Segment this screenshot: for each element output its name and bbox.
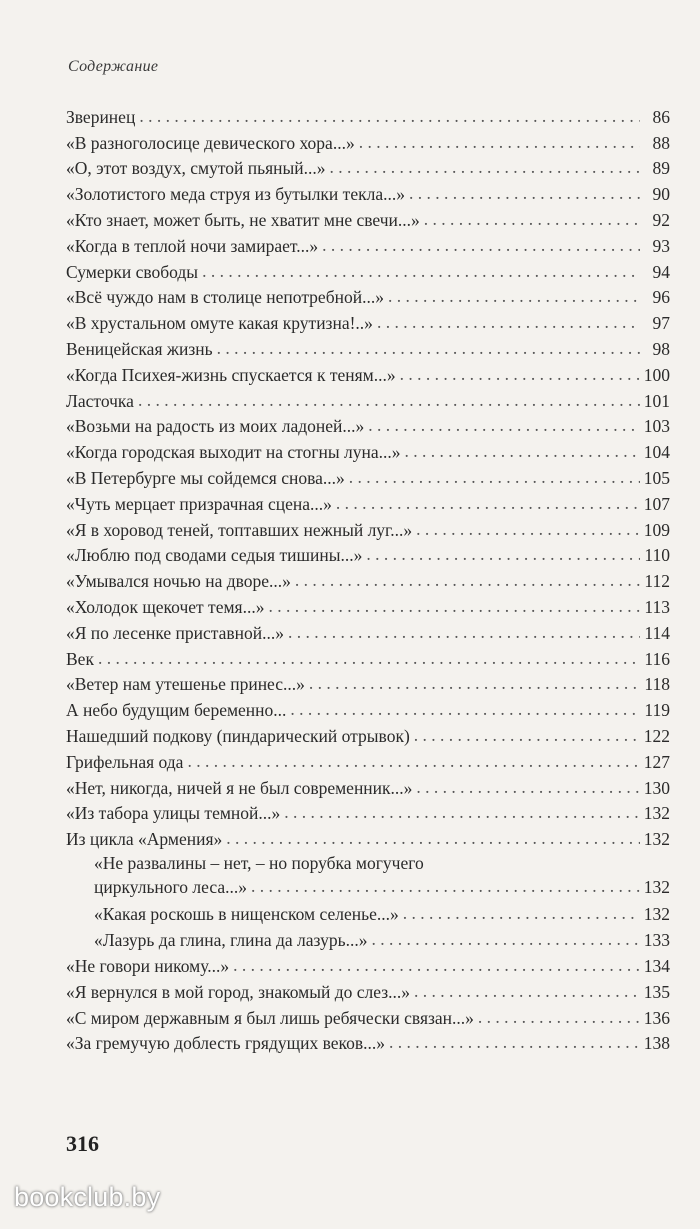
toc-page-number: 122 xyxy=(643,725,670,746)
toc-page-number: 109 xyxy=(643,519,670,540)
leader-dots xyxy=(187,751,639,771)
toc-page-number: 90 xyxy=(652,184,670,205)
toc-entry-title: «Ветер нам утешенье принес...» xyxy=(66,674,305,695)
leader-dots xyxy=(284,802,639,822)
toc-entry xyxy=(66,643,670,669)
toc-page-number: 100 xyxy=(643,364,670,385)
toc-page-number: 112 xyxy=(644,571,670,592)
leader-dots xyxy=(478,1007,640,1027)
leader-dots xyxy=(217,338,640,358)
toc-entry xyxy=(66,976,670,1002)
toc-page-number: 88 xyxy=(652,132,670,153)
toc-entry xyxy=(66,591,670,617)
toc-page-number: 93 xyxy=(652,235,670,256)
toc-entry-title: «В Петербурге мы сойдемся снова...» xyxy=(66,467,345,488)
toc-entry xyxy=(66,720,670,746)
toc-entry-title: «В хрустальном омуте какая крутизна!..» xyxy=(66,313,373,334)
toc-entry xyxy=(66,540,670,566)
toc-page-number: 132 xyxy=(643,877,670,898)
running-head: Содержание xyxy=(68,58,159,75)
toc-entry xyxy=(66,746,670,772)
leader-dots xyxy=(288,622,640,642)
toc-page-number: 134 xyxy=(643,955,670,976)
toc-entry-title: Нашедший подкову (пиндарический отрывок) xyxy=(66,725,410,746)
toc-entry-title: «Я вернулся в мой город, знакомый до слез...» xyxy=(66,981,411,1002)
toc-page-number: 94 xyxy=(652,261,670,282)
leader-dots xyxy=(403,903,640,923)
toc-page-number: 98 xyxy=(652,338,670,359)
toc-page-number: 138 xyxy=(643,1033,670,1054)
toc-entry-title: Век xyxy=(66,648,94,669)
toc-entry xyxy=(66,178,670,204)
toc-entry xyxy=(66,333,670,359)
toc-entry-title: «Какая роскошь в нищенском селенье...» xyxy=(94,904,399,925)
leader-dots xyxy=(268,596,640,616)
toc-entry-title: «Когда городская выходит на стогны луна...» xyxy=(66,442,401,463)
leader-dots xyxy=(226,828,639,848)
toc-entry-title: Из цикла «Армения» xyxy=(66,829,223,850)
toc-entry-title: Зверинец xyxy=(66,106,136,127)
toc-entry-title: А небо будущим беременно... xyxy=(66,700,287,721)
leader-dots xyxy=(233,955,640,975)
toc-page-number: 107 xyxy=(643,493,670,514)
leader-dots xyxy=(139,106,640,126)
toc-entry-title: «Лазурь да глина, глина да лазурь...» xyxy=(94,930,368,951)
toc-entry-title: Грифельная ода xyxy=(66,751,184,772)
toc-entry-title: «Я в хоровод теней, топтавших нежный луг...» xyxy=(66,519,413,540)
toc-entry xyxy=(66,127,670,153)
toc-entry-title: «Золотистого меда струя из бутылки текла...» xyxy=(66,184,405,205)
toc-entry xyxy=(66,385,670,411)
toc-entry xyxy=(66,565,670,591)
leader-dots xyxy=(336,493,640,513)
toc-entry xyxy=(66,950,670,976)
toc-entry xyxy=(66,1002,670,1028)
leader-dots xyxy=(366,544,640,564)
toc-entry-title: «Кто знает, может быть, не хватит мне свечи...» xyxy=(66,209,420,230)
toc-entry xyxy=(66,798,670,824)
toc-entry xyxy=(66,282,670,308)
toc-entry-title: «Люблю под сводами седыя тишины...» xyxy=(66,545,363,566)
toc-page-number: 132 xyxy=(643,829,670,850)
toc-page-number: 103 xyxy=(643,416,670,437)
toc-sub-entry xyxy=(66,924,670,950)
toc-entry xyxy=(66,411,670,437)
leader-dots xyxy=(389,1032,640,1052)
toc-entry xyxy=(66,669,670,695)
toc-sub-entry-title-line2: циркульного леса...» xyxy=(94,877,247,898)
toc-page-number: 97 xyxy=(652,313,670,334)
leader-dots xyxy=(202,261,640,281)
leader-dots xyxy=(405,441,640,461)
toc-entry-title: «О, этот воздух, смутой пьяный...» xyxy=(66,158,326,179)
toc-entry-title: «Из табора улицы темной...» xyxy=(66,803,281,824)
toc-entry xyxy=(66,694,670,720)
leader-dots xyxy=(371,929,639,949)
toc-page-number: 86 xyxy=(652,106,670,127)
toc-page-number: 119 xyxy=(644,700,670,721)
toc-entry xyxy=(66,230,670,256)
watermark-logo: bookclub.by xyxy=(14,1182,161,1212)
toc-entry xyxy=(66,153,670,179)
toc-entry-title: «За гремучую доблесть грядущих веков...» xyxy=(66,1033,386,1054)
leader-dots xyxy=(416,519,640,539)
leader-dots xyxy=(414,725,640,745)
toc-entry-title: Веницейская жизнь xyxy=(66,338,213,359)
toc-entry-title: «С миром державным я был лишь ребячески связан...» xyxy=(66,1007,474,1028)
toc-entry-title: «Чуть мерцает призрачная сцена...» xyxy=(66,493,332,514)
toc-entry xyxy=(66,772,670,798)
toc-sub-entry-title-line1: «Не развалины – нет, – но порубка могучего xyxy=(94,853,424,874)
toc-entry-title: «В разноголосице девического хора...» xyxy=(66,132,355,153)
toc-sub-entry-continuation xyxy=(66,873,670,897)
toc-entry xyxy=(66,514,670,540)
page-number-folio: 316 xyxy=(66,1131,99,1156)
toc-entry xyxy=(66,1028,670,1054)
toc-entry xyxy=(66,256,670,282)
toc-entry xyxy=(66,488,670,514)
toc-entry xyxy=(66,436,670,462)
leader-dots xyxy=(416,777,639,797)
toc-entry xyxy=(66,204,670,230)
toc-page-number: 101 xyxy=(643,390,670,411)
toc-entry xyxy=(66,617,670,643)
toc-entry xyxy=(66,359,670,385)
leader-dots xyxy=(409,183,640,203)
leader-dots xyxy=(414,981,640,1001)
toc-page-number: 127 xyxy=(643,751,670,772)
toc-entry-title: «Когда Психея-жизнь спускается к теням...» xyxy=(66,364,396,385)
leader-dots xyxy=(290,699,640,719)
toc-page-number: 130 xyxy=(643,777,670,798)
leader-dots xyxy=(98,648,640,668)
toc-page-number: 118 xyxy=(644,674,670,695)
toc-tail-entries xyxy=(66,950,670,1053)
leader-dots xyxy=(349,467,640,487)
toc-entry-title: «Я по лесенке приставной...» xyxy=(66,622,285,643)
toc-entry-title: «Нет, никогда, ничей я не был современник...» xyxy=(66,777,413,798)
leader-dots xyxy=(400,364,640,384)
toc-sub-entry xyxy=(66,849,670,873)
toc-entry xyxy=(66,823,670,849)
toc-page-number: 92 xyxy=(652,209,670,230)
leader-dots xyxy=(322,235,640,255)
leader-dots xyxy=(309,673,640,693)
leader-dots xyxy=(295,570,640,590)
leader-dots xyxy=(424,209,640,229)
toc-page-number: 133 xyxy=(643,930,670,951)
toc-entry-title: «Холодок щекочет темя...» xyxy=(66,596,265,617)
toc-sub-entry xyxy=(66,897,670,924)
toc-entry xyxy=(66,462,670,488)
toc-page-number: 113 xyxy=(644,596,670,617)
toc-entry-title: «Умывался ночью на дворе...» xyxy=(66,571,291,592)
toc-entry-title: «Возьми на радость из моих ладоней...» xyxy=(66,416,365,437)
toc-page-number: 105 xyxy=(643,467,670,488)
toc-entry xyxy=(66,101,670,127)
toc-page-number: 96 xyxy=(652,287,670,308)
leader-dots xyxy=(368,415,639,435)
toc-page-number: 136 xyxy=(643,1007,670,1028)
toc-page-number: 114 xyxy=(644,622,670,643)
toc-page-number: 132 xyxy=(643,904,670,925)
leader-dots xyxy=(330,157,640,177)
leader-dots xyxy=(377,312,640,332)
toc-page-number: 110 xyxy=(644,545,670,566)
toc-page-number: 104 xyxy=(643,442,670,463)
table-of-contents xyxy=(66,101,670,1053)
leader-dots xyxy=(138,390,640,410)
toc-page-number: 89 xyxy=(652,158,670,179)
toc-entry xyxy=(66,307,670,333)
leader-dots xyxy=(388,286,640,306)
toc-page-number: 132 xyxy=(643,803,670,824)
leader-dots xyxy=(251,876,640,896)
toc-entry-title: «Когда в теплой ночи замирает...» xyxy=(66,235,319,256)
toc-entry-title: Ласточка xyxy=(66,390,134,411)
toc-page-number: 135 xyxy=(643,981,670,1002)
toc-entry-title: Сумерки свободы xyxy=(66,261,199,282)
toc-page-number: 116 xyxy=(644,648,670,669)
toc-main-entries xyxy=(66,101,670,849)
toc-entry-title: «Всё чуждо нам в столице непотребной...» xyxy=(66,287,384,308)
toc-entry-title: «Не говори никому...» xyxy=(66,955,230,976)
leader-dots xyxy=(359,132,640,152)
